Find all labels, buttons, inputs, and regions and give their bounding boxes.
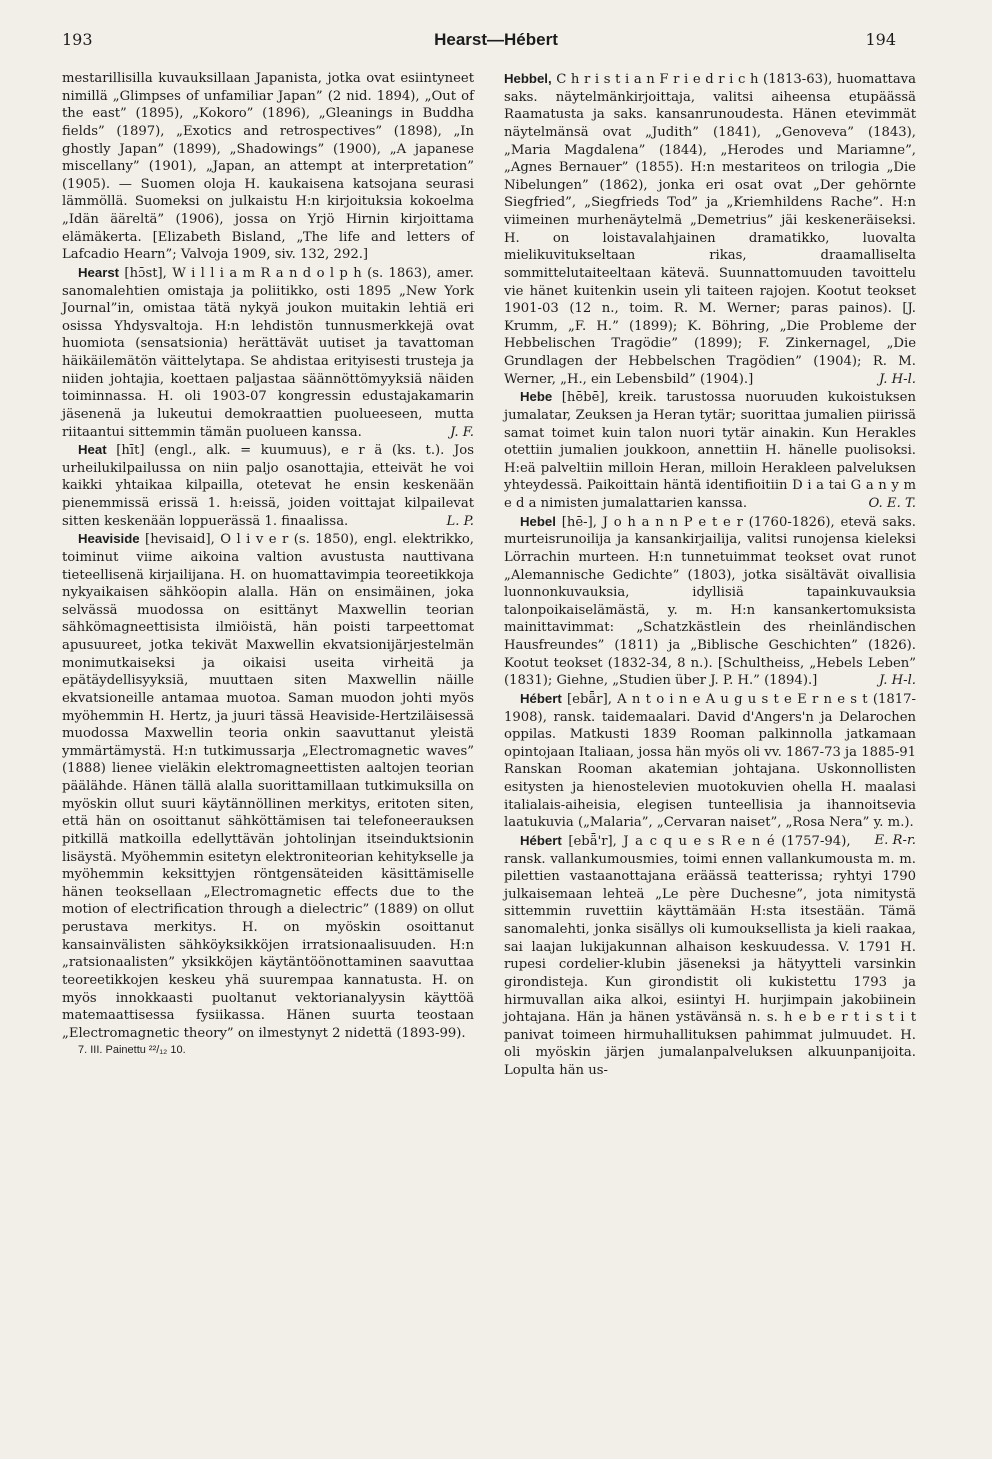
entry-hebert-antoine — [504, 690, 916, 848]
signature-hebel: J. H-l. — [878, 673, 916, 689]
signature-hearst: J. F. — [450, 424, 474, 440]
headword-heaviside: Heaviside — [78, 531, 140, 547]
entry-text-heaviside: [hevisaid], O l i v e r (s. 1850), engl. elektrikko, toiminut viime aikoina valtion avustusta nauttivana tieteellisenä kirjailijana. H. on huomattavimpia teoreetikkoja nykyaikaisen sähköopin alalla. Hän on ensimäinen, joka selvässä muodossa on esittänyt Maxwellin teorian sähkömagneettisista ilmiöistä, hän poisti tarpeettomat apusuureet, jotka tekivät Maxwellin ekvatsionijärjestelmän monimutkaiseksi ja oikaisi useita virheitä ja epätäydellisyyksiä, muuttaen siten Maxwellin näille ekvatsioneille antamaa muotoa. Saman muodon johti myös myöhemmin H. Hertz, ja juuri tässä Heaviside-Hertziläisessä muodossa Maxwellin teoria onkin saavuttanut yleistä ymmärtämystä. H:n tutkimussarja „Electromagnetic waves” (1888) lienee vieläkin elektromagneettisten aaltojen teorian päälähde. Hänen tällä alalla suorittamillaan tutkimuksilla on myöskin ollut suuri käytännöllinen merkitys, eritoten siten, että hän on osoittanut sähköttämisen tai telefoneerauksen pitkillä matkoilla edellyttävän johtolinjan itseinduktsionin lisäystä. Myöhemmin esitetyn elektroniteorian kehitykselle ja myöhemmin keksittyjen röntgensäteiden käsittämiselle hänen teoksellaan „Electromagnetic effects due to the motion of electrification through a dielectric” (1889) on ollut perustava merkitys. H. on myöskin osoittanut kansainvälisten sähköyksikköjen irratsionaalisuuden. H:n „ratsionaalisten” yksikköjen käytäntöönottaminen saavuttaa teoreetikkojen keskeu yhä suurempaa kannatusta. H. on myös innokkaasti puoltanut vektorianalyysin käyttöä matemaattisessa fysiikassa. Hänen suurta teostaan „Electromagnetic theory” on ilmestynyt 2 nidettä (1893-99). — [62, 532, 474, 1041]
left-column — [62, 70, 474, 1060]
entry-hebert-jacques — [504, 832, 916, 1080]
signature-heat: L. P. — [446, 513, 474, 529]
printing-note: 7. III. Painettu ²²/₁₂ 10. — [78, 1044, 186, 1057]
signature-hebe: O. E. T. — [868, 496, 916, 511]
headword-hebert-antoine: Hébert — [520, 690, 562, 706]
lafcadio-hearn-entry-continuation: mestarillisilla kuvauksillaan Japanista, jotka ovat esiintyneet nimillä „Glimpses of unfamiliar Japan” (2 nid. 1894), „Out of the east” (1895), „Kokoro” (1896), „Gleanings in Buddha fields” (1897), „Exotics and retrospectives” (1898), „In ghostly Japan” (1899), „Shadowings” (1900), „A japanese miscellany” (1901), „Japan, an attempt at interpretation” (1905). — Suomen oloja H. kaukaisena katsojana seurasi lämmöllä. Suomeksi on julkaistu H:n kirjoituksia kokoelma „Idän ääreltä” (1906), jossa on Yrjö Hirnin kirjoittama elämäkerta. [Elizabeth Bisland, „The life and letters of Lafcadio Hearn”; Valvoja 1909, siv. 132, 292.] — [62, 71, 474, 263]
entry-text-hebert-jacques: [ebǟ'r], J a c q u e s R e n é (1757-94), ransk. vallankumousmies, toimi ennen vallankumousta m. m. pilettien vastaanottajana eräässä teatterissa; ryhtyi 1790 julkaisemaan lehteä „Le père Duchesne”, jota nimitystä sittemmin ruvettiin käyttämään H:sta itsestään. Tämä sanomalehti, jonka sisällys oli kumouksellista ja kieli raakaa, sai laajan lukijakunnan alhaison keskuudessa. V. 1791 H. rupesi cordelier-klubin jäseneksi ja hätyytteli varsinkin girondisteja. Kun girondistit oli kukistettu 1793 ja hirmuvallan aika alkoi, esiintyi H. hurjimpain jakobiinein johtajana. Hän ja hänen ystävänsä n. s. h e b e r t i s t i t panivat toimeen hirmuhallituksen pahimmat julmuudet. H. oli myöskin järjen jumalanpalveluksen alkuunpanijoita. Lopulta hän us- — [504, 833, 916, 1078]
entry-text-hebel: [hē-], J o h a n n P e t e r (1760-1826), etevä saks. murteisrunoilija ja kansankirjailija, valitsi runojensa kieleksi Lörrachin murteen. H:n tunnetuimmat teokset ovat runot „Alemannische Gedichte” (1803), jotka sisältävät oivallisia luonnonkuvauksia, idyllisiä tapainkuvauksia talonpoikaiselämästä, y. m. H:n kansankertomuksista mainittavimmat: „Schatzkästlein des rheinländischen Hausfreundes” (1811) ja „Biblische Geschichten” (1826). Kootut teokset (1832-34, 8 n.). [Schultheiss, „Hebels Leben” (1831); Giehne, „Studien über J. P. H.” (1894).] — [504, 514, 916, 689]
headword-hearst: Hearst — [78, 264, 120, 280]
right-page-number: 194 — [865, 30, 896, 49]
entry-text-hebbel: C h r i s t i a n F r i e d r i c h (1813-63), huomattava saks. näytelmänkirjoittaja, valitsi aiheensa etupäässä Raamatusta ja saks. kansanrunoudesta. Hänen etevimmät näytelmänsä ovat „Judith” (1841), „Genoveva” (1843), „Maria Magdalena” (1844), „Herodes und Mariamne”, „Agnes Bernauer” (1855). H:n mestariteos on trilogia „Die Nibelungen” (1862), jonka eri osat ovat „Der gehörnte Siegfried”, „Siegfrieds Tod” ja „Kriemhildens Rache”. H:n viimeinen murhenäytelmä „Demetrius” jäi keskeneräiseksi. H. on loistavalahjainen dramatikko, luovalta mielikuvitukseltaan rikas, draamalliselta sommittelutaiteeltaan kätevä. Suunnattomuuden tavoittelu vie hänet kuitenkin usein yli taiteen rajojen. Kootut teokset 1901-03 (12 n., toim. R. M. Werner; paras painos). [J. Krumm, „F. H.” (1899); K. Böhring, „Die Probleme der Hebbelischen Tragödie” (1899); F. Zinkernagel, „Die Grundlagen der Hebbelschen Tragödien” (1904); R. M. Werner, „H., ein Lebensbild” (1904).] — [504, 72, 916, 387]
entry-text-heat: [hīt] (engl., alk. = kuumuus), e r ä (ks. t.). Jos urheilukilpailussa on niin paljo osanottajia, etteivät he voi kaikki yhtaikaa kilpailla, otetevat he ensin keskenään pienemmissä erissä 1. h:eissä, joiden voittajat kilpailevat sitten keskenään loppuerässä 1. finaalissa. — [62, 443, 474, 529]
headword-hebbel: Hebbel, — [504, 71, 552, 86]
headword-hebel: Hebel — [520, 513, 556, 529]
entry-hebbel — [504, 70, 916, 388]
headword-hebert-jacques: Hébert — [520, 832, 562, 848]
entry-hearst — [62, 264, 474, 441]
right-column — [504, 70, 916, 1080]
entry-text-hebe: [hēbē], kreik. tarustossa nuoruuden kukoistuksen jumalatar, Zeuksen ja Heran tytär; suorittaa jumalien piirissä samat toimet kuin talon nuori tytär ainakin. Kun Herakles otettiin jumalien joukkoon, annettiin H. hänelle puolisoksi. H:eä palveltiin milloin Heran, milloin Herakleen palveluksen yhteydessä. Paikoittain häntä identifioitiin D i a tai G a n y m e d a nimisten jumalattarien kanssa. — [504, 390, 916, 511]
left-page-number: 193 — [62, 30, 93, 49]
entry-heat — [62, 441, 474, 530]
headword-hebe: Hebe — [520, 389, 553, 405]
running-title: Hearst—Hébert — [434, 30, 558, 49]
signature-hebbel: J. H-l. — [878, 371, 916, 387]
headword-heat: Heat — [78, 442, 107, 458]
entry-text-hearst: [hɔ̄st], W i l l i a m R a n d o l p h (s. 1863), amer. sanomalehtien omistaja ja poliitikko, osti 1895 „New York Journal”in, omistaa tätä nykyä joukon muitakin lehtiä eri osissa Yhdysvaltoja. H:n lehdistön tunnusmerkkejä ovat huomiota (sensatsionia) herättävät uutiset ja tavattoman häikäilemätön väittelytapa. Se ahdistaa erityisesti trusteja ja niiden johtajia, koettaen paljastaa säännöttömyyksiä näiden toiminnassa. H. oli 1903-07 kongressin edustajakamarin jäsenenä ja lukeutui demokraattien puolueeseen, mutta riitaantui sittemmin tämän puolueen kanssa. — [62, 265, 474, 440]
entry-hebe — [504, 388, 916, 512]
entry-heaviside — [62, 530, 474, 1042]
signature-hebert-antoine: E. R-r. — [874, 832, 916, 848]
entry-hebel — [504, 513, 916, 690]
entry-text-hebert-antoine: [ebǟr], A n t o i n e A u g u s t e E r n e s t (1817-1908), ransk. taidemaalari. David d'Angers'n ja Delarochen oppilas. Matkusti 1839 Rooman palkinnolla jatkamaan opintojaan Italiaan, jossa hän myös oli vv. 1867-73 ja 1885-91 Ranskan Rooman akatemian johtajana. Uskonnollisten esitysten ja hienostelevien muotokuvien ohella H. maalasi italialais-aiheisia, elegisen tunteellisia ja ihannoitsevia laatukuvia („Malaria”, „Cervaran naiset”, „Rosa Nera” y. m.). — [504, 691, 916, 831]
